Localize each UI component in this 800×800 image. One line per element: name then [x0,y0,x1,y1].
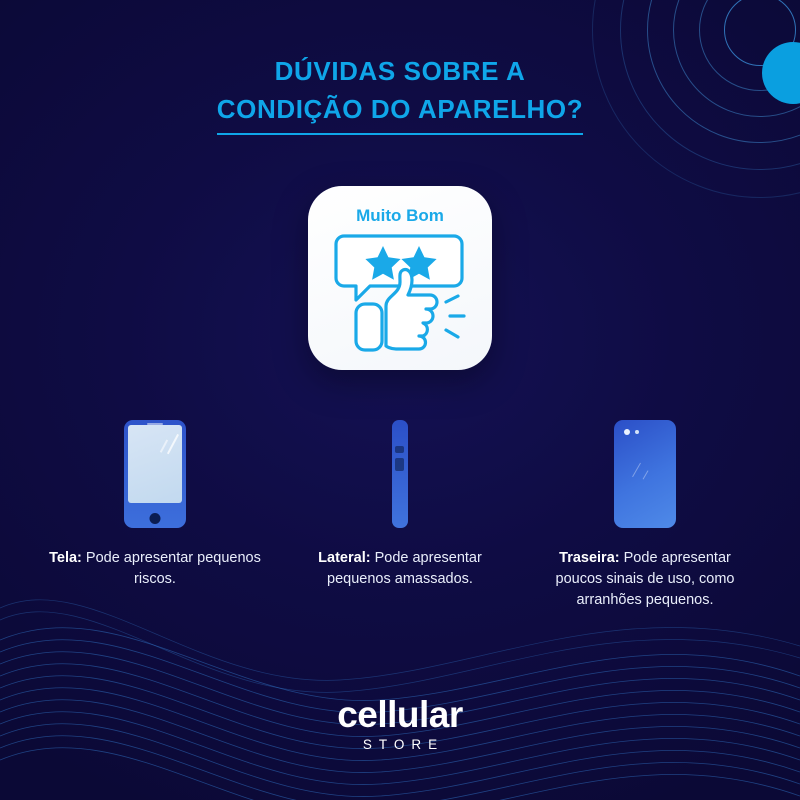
brand-logo [0,695,800,752]
device-text: Pode apresentar pequenos amassados. [327,550,482,587]
volume-button-icon [395,446,404,453]
scratch-mark [632,463,641,478]
screen-surface [128,425,182,503]
headline-line-1: DÚVIDAS SOBRE A [274,56,526,86]
phone-side-icon [275,420,525,532]
device-caption [30,548,280,590]
list-item [30,420,280,590]
device-condition-list [0,420,800,650]
badge-title: Muito Bom [356,206,444,225]
device-caption [275,548,525,590]
home-button-icon [150,513,161,524]
device-label: Lateral: [318,550,371,566]
brand-subtitle: STORE [362,737,445,752]
power-button-icon [395,458,404,471]
device-label: Tela: [49,550,82,566]
camera-lens-icon [624,429,630,435]
device-text: Pode apresentar poucos sinais de uso, como arranhões pequenos. [555,550,735,608]
headline-line-2: CONDIÇÃO DO APARELHO? [217,90,583,135]
phone-front-icon [30,420,280,532]
device-text: Pode apresentar pequenos riscos. [81,550,261,587]
page-title [0,52,800,135]
phone-back-icon [520,420,770,532]
brand-name: cellular [337,694,463,735]
list-item [275,420,525,590]
flash-icon [635,430,639,434]
device-label: Traseira: [559,550,620,566]
scratch-mark [643,470,649,479]
condition-badge-card [308,186,492,370]
list-item [520,420,770,611]
thumbs-up-with-stars-icon [326,230,476,356]
device-caption [520,548,770,611]
